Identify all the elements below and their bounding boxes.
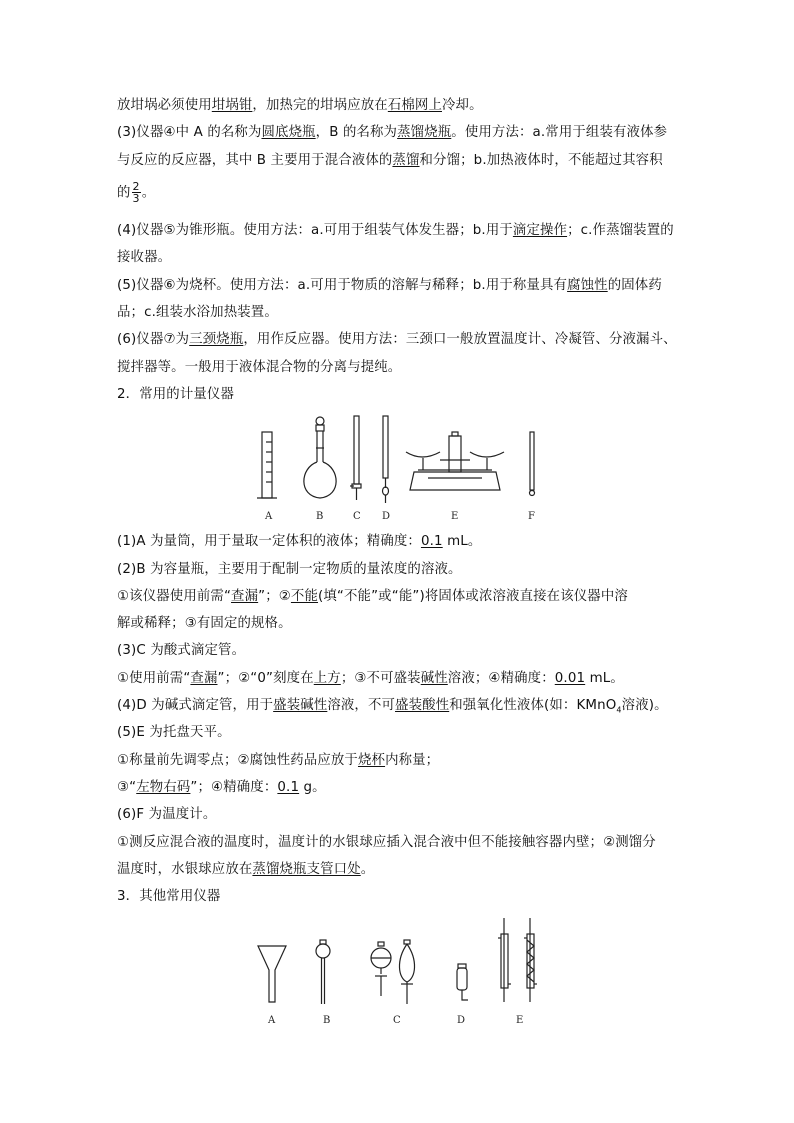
text: 的固体药: [607, 278, 662, 293]
condenser-straight-icon: [498, 918, 511, 1002]
text: (3)仪器④中 A 的名称为: [117, 125, 262, 140]
paragraph-line: [117, 697, 668, 720]
fraction-denominator: 3: [132, 192, 140, 205]
answer-underlined: 蒸馏: [392, 153, 420, 168]
text: (6)F 为温度计。: [117, 807, 217, 822]
text: (1)A 为量筒，用于量取一定体积的液体；精确度：: [117, 534, 421, 549]
text: 溶液，不可: [327, 698, 396, 713]
text: 接收器。: [117, 250, 172, 265]
figure-label: C: [353, 511, 361, 522]
thermometer-icon: [530, 432, 535, 496]
answer-underlined: 左物右码: [136, 780, 191, 795]
answer-underlined: 圆底烧瓶: [261, 125, 316, 140]
graduated-cylinder-icon: [257, 432, 277, 498]
text: 冷却。: [442, 98, 483, 113]
base-burette-icon: [383, 416, 389, 503]
text: 温度时，水银球应放在: [117, 862, 253, 877]
answer-underlined: 不能: [290, 589, 319, 604]
text: mL。: [442, 534, 482, 549]
text: ；③不可盛装: [340, 671, 421, 686]
text: 和强氧化性液体(如：KMnO: [449, 698, 617, 713]
heading-text: 2．常用的计量仪器: [117, 387, 234, 402]
text: ，加热完的坩埚应放在: [252, 98, 388, 113]
text: ③“: [117, 780, 137, 795]
text: ，B 的名称为: [315, 125, 398, 140]
round-funnel-icon: [316, 940, 330, 1004]
figure-label: D: [382, 511, 391, 522]
subscript: 4: [616, 705, 622, 715]
text: ①使用前需“: [117, 671, 191, 686]
paragraph-line: [117, 861, 374, 879]
answer-underlined: 碱性: [420, 671, 448, 686]
answer-underlined: 盛装碱性: [273, 698, 328, 713]
text: ①测反应混合液的温度时，温度计的水银球应插入混合液中但不能接触容器内壁；②测馏分: [117, 835, 656, 850]
volumetric-flask-icon: [304, 417, 336, 498]
text: (3)C 为酸式滴定管。: [117, 643, 246, 658]
paragraph-line: [117, 642, 245, 660]
paragraph-line: [117, 615, 292, 633]
text: 与反应的反应器，其中 B 主要用于混合液体的: [117, 153, 393, 168]
text: (5)仪器⑥为烧杯。使用方法：a.可用于物质的溶解与稀释；b.用于称量具有: [117, 278, 568, 293]
text: ①称量前先调零点；②腐蚀性药品应放于: [117, 753, 358, 768]
answer-underlined: 腐蚀性: [567, 278, 608, 293]
funnel-icon: [258, 946, 286, 1002]
text: 品；c.组装水浴加热装置。: [117, 305, 278, 320]
text: ”；②: [258, 589, 291, 604]
paragraph-line: [117, 752, 439, 770]
answer-underlined: 烧杯: [357, 753, 386, 768]
answer-underlined: 盛装酸性: [395, 698, 450, 713]
answer-underlined: 0.1: [277, 780, 300, 795]
text: ①该仪器使用前需“: [117, 589, 232, 604]
answer-underlined: 石棉网上: [387, 98, 442, 113]
text: ”；④精确度：: [190, 780, 278, 795]
answer-underlined: 三颈烧瓶: [189, 332, 244, 347]
paragraph-line: [117, 588, 628, 606]
figure-label: A: [265, 511, 273, 522]
condenser-coil-icon: [524, 918, 537, 1002]
answer-underlined: 坩埚钳: [211, 98, 253, 113]
paragraph-line: [117, 834, 656, 852]
answer-underlined: 0.01: [554, 671, 586, 686]
text: ；c.作蒸馏装置的: [567, 223, 674, 238]
text: 。: [141, 185, 156, 201]
text: ”；②“0”刻度在: [217, 671, 314, 686]
text: 的: [117, 185, 131, 201]
text: (6)仪器⑦为: [117, 332, 190, 347]
balance-icon: [406, 432, 504, 490]
answer-underlined: 蒸馏烧瓶支管口处: [252, 862, 361, 877]
figure-label: E: [451, 511, 459, 522]
drying-tube-icon: [457, 964, 468, 1000]
text: 解或稀释；③有固定的规格。: [117, 616, 292, 631]
answer-underlined: 上方: [313, 671, 341, 686]
answer-underlined: 0.1: [420, 534, 443, 549]
text: 溶液)。: [621, 698, 668, 713]
figure-label: F: [528, 511, 535, 522]
paragraph-line: [117, 670, 624, 688]
text: (填“不能”或“能”)将固体或浓溶液直接在该仪器中溶: [318, 589, 628, 604]
section-heading: [117, 888, 220, 906]
heading-text: 3．其他常用仪器: [117, 889, 221, 904]
figure-label: B: [316, 511, 324, 522]
answer-underlined: 蒸馏烧瓶: [397, 125, 452, 140]
text: (2)B 为容量瓶，主要用于配制一定物质的量浓度的溶液。: [117, 562, 462, 577]
acid-burette-icon: [350, 416, 361, 500]
separatory-funnel-pear-icon: [399, 940, 414, 1004]
paragraph-line: [117, 779, 326, 797]
text: 。使用方法：a.常用于组装有液体参: [451, 125, 668, 140]
figure-label: D: [457, 1015, 466, 1026]
separatory-funnel-ball-icon: [371, 942, 391, 996]
text: 和分馏；b.加热液体时，不能超过其容积: [419, 153, 663, 168]
text: ，用作反应器。使用方法：三颈口一般放置温度计、冷凝管、分液漏斗、: [243, 332, 677, 347]
paragraph-line: [117, 561, 462, 579]
paragraph-line: [117, 533, 481, 551]
text: 溶液；④精确度：: [447, 671, 555, 686]
text: 搅拌器等。一般用于液体混合物的分离与提纯。: [117, 360, 402, 375]
answer-underlined: 滴定操作: [512, 223, 568, 238]
figure-label: A: [268, 1015, 276, 1026]
answer-underlined: 查漏: [231, 589, 259, 604]
text: 。: [360, 862, 375, 877]
text: (4)仪器⑤为锥形瓶。使用方法：a.可用于组装气体发生器；b.用于: [117, 223, 513, 238]
answer-underlined: 查漏: [190, 671, 218, 686]
paragraph-line: [117, 806, 216, 824]
text: mL。: [585, 671, 624, 686]
figure-label: C: [393, 1015, 401, 1026]
figure-label: E: [516, 1015, 524, 1026]
text: (5)E 为托盘天平。: [117, 725, 231, 740]
text: (4)D 为碱式滴定管，用于: [117, 698, 274, 713]
text: 放坩埚必须使用: [117, 98, 212, 113]
fraction-numerator: 2: [132, 180, 140, 193]
paragraph-line: [117, 724, 231, 742]
figure-label: B: [323, 1015, 331, 1026]
text: 内称量；: [385, 753, 440, 768]
text: g。: [299, 780, 326, 795]
